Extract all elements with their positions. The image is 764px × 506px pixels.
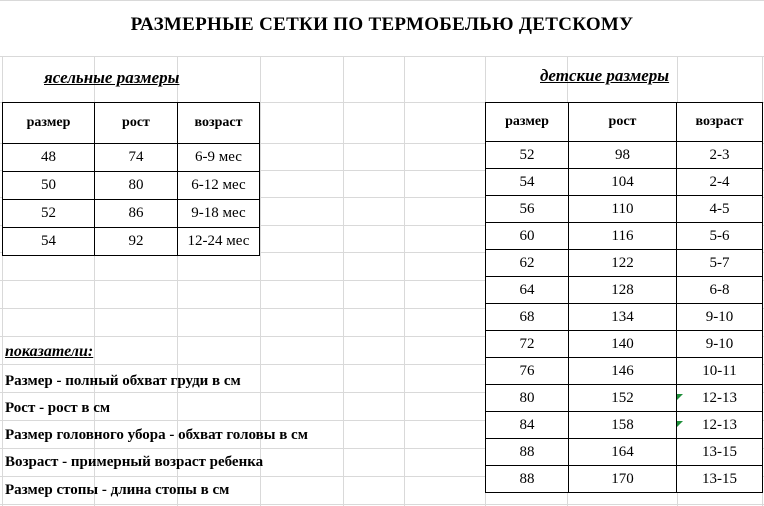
- header-age[interactable]: возраст: [178, 103, 260, 144]
- cell-age[interactable]: 9-10: [677, 331, 763, 358]
- cell-height[interactable]: 146: [569, 358, 677, 385]
- cell-age[interactable]: 9-18 мес: [178, 200, 260, 228]
- table-row: [486, 223, 763, 250]
- cell-height[interactable]: 152: [569, 385, 677, 412]
- table-row: [486, 142, 763, 169]
- cell-height[interactable]: 140: [569, 331, 677, 358]
- cell-size[interactable]: 48: [3, 144, 95, 172]
- cell-age[interactable]: 6-8: [677, 277, 763, 304]
- cell-height[interactable]: 104: [569, 169, 677, 196]
- cell-height[interactable]: 134: [569, 304, 677, 331]
- table-row: [3, 228, 260, 256]
- gridline: [0, 56, 764, 57]
- cell-size[interactable]: 52: [3, 200, 95, 228]
- table-row: [486, 169, 763, 196]
- cell-height[interactable]: 116: [569, 223, 677, 250]
- cell-size[interactable]: 80: [486, 385, 569, 412]
- cell-age[interactable]: 6-12 мес: [178, 172, 260, 200]
- cell-size[interactable]: 54: [486, 169, 569, 196]
- cell-size[interactable]: 50: [3, 172, 95, 200]
- cell-height[interactable]: 128: [569, 277, 677, 304]
- table-row: [486, 304, 763, 331]
- gridline: [404, 56, 405, 506]
- legend-line-age: Возраст - примерный возраст ребенка: [5, 454, 264, 470]
- cell-height[interactable]: 80: [95, 172, 178, 200]
- cell-age[interactable]: 12-13: [677, 412, 763, 439]
- table-header-row: [3, 103, 260, 144]
- cell-size[interactable]: 56: [486, 196, 569, 223]
- cell-size[interactable]: 60: [486, 223, 569, 250]
- table-row: [486, 358, 763, 385]
- cell-height[interactable]: 110: [569, 196, 677, 223]
- cell-age[interactable]: 13-15: [677, 439, 763, 466]
- header-age[interactable]: возраст: [677, 103, 763, 142]
- cell-age[interactable]: 12-13: [677, 385, 763, 412]
- gridline: [343, 56, 344, 506]
- table-row: [486, 196, 763, 223]
- gridline: [0, 504, 764, 505]
- table-row: [486, 439, 763, 466]
- cell-size[interactable]: 72: [486, 331, 569, 358]
- cell-size[interactable]: 68: [486, 304, 569, 331]
- gridline: [0, 0, 764, 1]
- cell-height[interactable]: 92: [95, 228, 178, 256]
- header-height[interactable]: рост: [95, 103, 178, 144]
- header-height[interactable]: рост: [569, 103, 677, 142]
- cell-height[interactable]: 170: [569, 466, 677, 493]
- table-row: [486, 250, 763, 277]
- cell-size[interactable]: 62: [486, 250, 569, 277]
- table-header-row: [486, 103, 763, 142]
- comment-marker-icon[interactable]: [677, 421, 683, 427]
- comment-marker-icon[interactable]: [677, 394, 683, 400]
- cell-age[interactable]: 5-7: [677, 250, 763, 277]
- table-row: [486, 412, 763, 439]
- cell-age[interactable]: 9-10: [677, 304, 763, 331]
- kids-section-label: детские размеры: [540, 66, 670, 85]
- cell-height[interactable]: 158: [569, 412, 677, 439]
- cell-size[interactable]: 64: [486, 277, 569, 304]
- cell-age[interactable]: 2-3: [677, 142, 763, 169]
- header-size[interactable]: размер: [486, 103, 569, 142]
- cell-height[interactable]: 122: [569, 250, 677, 277]
- cell-size[interactable]: 76: [486, 358, 569, 385]
- kids-size-table: [485, 102, 763, 493]
- table-row: [486, 277, 763, 304]
- cell-age[interactable]: 10-11: [677, 358, 763, 385]
- table-row: [3, 172, 260, 200]
- legend-line-height: Рост - рост в см: [5, 400, 111, 416]
- cell-size[interactable]: 88: [486, 439, 569, 466]
- legend-line-foot: Размер стопы - длина стопы в см: [5, 482, 230, 498]
- table-row: [486, 331, 763, 358]
- cell-size[interactable]: 84: [486, 412, 569, 439]
- table-row: [3, 144, 260, 172]
- cell-age[interactable]: 5-6: [677, 223, 763, 250]
- cell-size[interactable]: 54: [3, 228, 95, 256]
- cell-size[interactable]: 52: [486, 142, 569, 169]
- cell-age[interactable]: 4-5: [677, 196, 763, 223]
- cell-height[interactable]: 164: [569, 439, 677, 466]
- cell-height[interactable]: 98: [569, 142, 677, 169]
- nursery-section-label: ясельные размеры: [44, 68, 180, 87]
- legend-line-size: Размер - полный обхват груди в см: [5, 373, 241, 389]
- table-row: [486, 385, 763, 412]
- cell-age[interactable]: 6-9 мес: [178, 144, 260, 172]
- cell-age[interactable]: 2-4: [677, 169, 763, 196]
- legend-heading: показатели:: [5, 343, 94, 360]
- table-row: [486, 466, 763, 493]
- cell-age[interactable]: 12-24 мес: [178, 228, 260, 256]
- cell-age[interactable]: 13-15: [677, 466, 763, 493]
- nursery-size-table: [2, 102, 260, 256]
- sheet-title: РАЗМЕРНЫЕ СЕТКИ ПО ТЕРМОБЕЛЬЮ ДЕТСКОМУ: [130, 14, 634, 35]
- header-size[interactable]: размер: [3, 103, 95, 144]
- cell-height[interactable]: 74: [95, 144, 178, 172]
- cell-height[interactable]: 86: [95, 200, 178, 228]
- table-row: [3, 200, 260, 228]
- legend-line-headwear: Размер головного убора - обхват головы в см: [5, 427, 308, 443]
- cell-size[interactable]: 88: [486, 466, 569, 493]
